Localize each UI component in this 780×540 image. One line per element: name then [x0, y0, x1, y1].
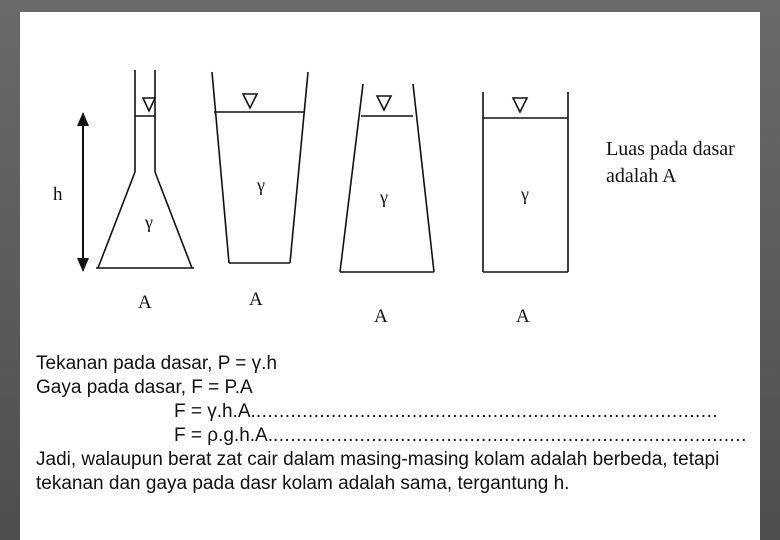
vessel-flask: [96, 70, 194, 268]
gamma-label-4: γ: [521, 184, 529, 204]
base-area-note: [606, 136, 756, 190]
force-formula: Gaya pada dasar, F = P.A: [36, 377, 253, 398]
slide: [20, 12, 760, 540]
vessel-rectangular: [483, 92, 568, 272]
force-formula-expanded-text: F = γ.h.A.: [174, 401, 256, 422]
vessel-widening-down: [340, 84, 434, 272]
pressure-formula: Tekanan pada dasar, P = γ.h: [36, 353, 278, 374]
explanation-text: [36, 352, 756, 496]
conclusion-line-1: Jadi, walaupun berat zat cair dalam masing-masing kolam adalah berbeda, tetapi: [36, 449, 720, 470]
base-label-2: A: [249, 289, 263, 310]
gamma-label-1: γ: [145, 212, 153, 232]
height-label: h: [53, 184, 63, 205]
force-formula-expanded: [36, 400, 756, 424]
note-line-2: adalah A: [606, 165, 677, 187]
force-formula-density-text: F = ρ.g.h.A.: [174, 425, 273, 446]
base-label-4: A: [516, 306, 530, 327]
dots-2: ..................................................................................: [273, 425, 747, 446]
height-arrow: [77, 112, 89, 272]
conclusion-line-2: tekanan dan gaya pada dasr kolam adalah sama, tergantung h.: [36, 473, 570, 494]
base-label-1: A: [138, 292, 152, 313]
vessel-widening-up: [212, 72, 308, 263]
gamma-label-3: γ: [380, 187, 388, 207]
force-formula-density: [36, 424, 756, 448]
base-label-3: A: [374, 306, 388, 327]
dots-1: ................................................................................: [255, 401, 719, 422]
gamma-label-2: γ: [257, 175, 265, 195]
note-line-1: Luas pada dasar: [606, 138, 735, 160]
